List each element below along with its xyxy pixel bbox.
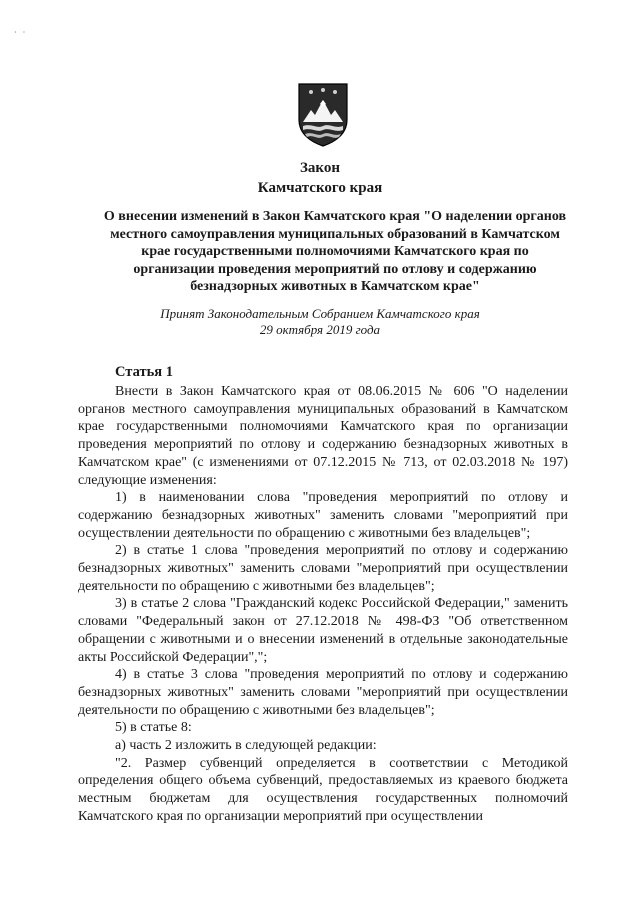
document-title-region: Камчатского края <box>257 180 383 196</box>
amendment-item-5a: а) часть 2 изложить в следующей редакции: <box>115 738 377 754</box>
document-subtitle: О внесении изменений в Закон Камчатского края "О наделении органов местного самоуправления муниципальных образований в Камчатском крае государственными полномочиями Камчатского края по организации проведения мероприятий по отлову и содержанию безнадзорных животных в Камчатском крае" <box>103 209 567 294</box>
article-intro-paragraph: Внести в Закон Камчатского края от 08.06.2015 № 606 "О наделении органов местного самоуправления муниципальных образований в Камчатском крае государственными полномочиями Камчатского края по организации проведения мероприятий по отлову и содержанию безнадзорных животных в Камчатском крае" (с изменениями от 07.12.2015 № 713, от 02.03.2018 № 197) следующие изменения: <box>78 384 568 488</box>
amendment-item-1: 1) в наименовании слова "проведения мероприятий по отлову и содержанию безнадзорных животных" заменить словами "мероприятий при осуществлении деятельности по обращению с животными без владельцев"; <box>78 490 568 541</box>
amendment-item-2: 2) в статье 1 слова "проведения мероприятий по отлову и содержанию безнадзорных животных" заменить словами "мероприятий при осуществлении деятельности по обращению с животными без владельцев"; <box>78 543 568 594</box>
corner-mark: · · <box>14 28 28 37</box>
amendment-new-text: "2. Размер субвенций определяется в соответствии с Методикой определения общего объема субвенций, предоставляемых из краевого бюджета местным бюджетам для осуществления государственных полномочий Камчатского края по организации мероприятий при осуществлении <box>78 755 568 824</box>
article-body <box>78 383 568 826</box>
kamchatka-coat-of-arms-icon <box>295 82 351 148</box>
adoption-date: 29 октября 2019 года <box>259 322 381 337</box>
article-heading: Статья 1 <box>115 364 173 380</box>
document-title: Закон <box>299 160 340 176</box>
adoption-note <box>0 306 640 338</box>
amendment-item-5: 5) в статье 8: <box>115 720 192 736</box>
adoption-body: Принят Законодательным Собранием Камчатского края <box>160 306 480 321</box>
amendment-item-4: 4) в статье 3 слова "проведения мероприятий по отлову и содержанию безнадзорных животных" заменить словами "мероприятий при осуществлении деятельности по обращению с животными без владельцев"; <box>78 667 568 718</box>
amendment-item-3: 3) в статье 2 слова "Гражданский кодекс Российской Федерации," заменить словами "Федеральный закон от 27.12.2018 № 498-ФЗ "Об ответственном обращении с животными и о внесении изменений в отдельные законодательные акты Российской Федерации","; <box>78 596 568 665</box>
